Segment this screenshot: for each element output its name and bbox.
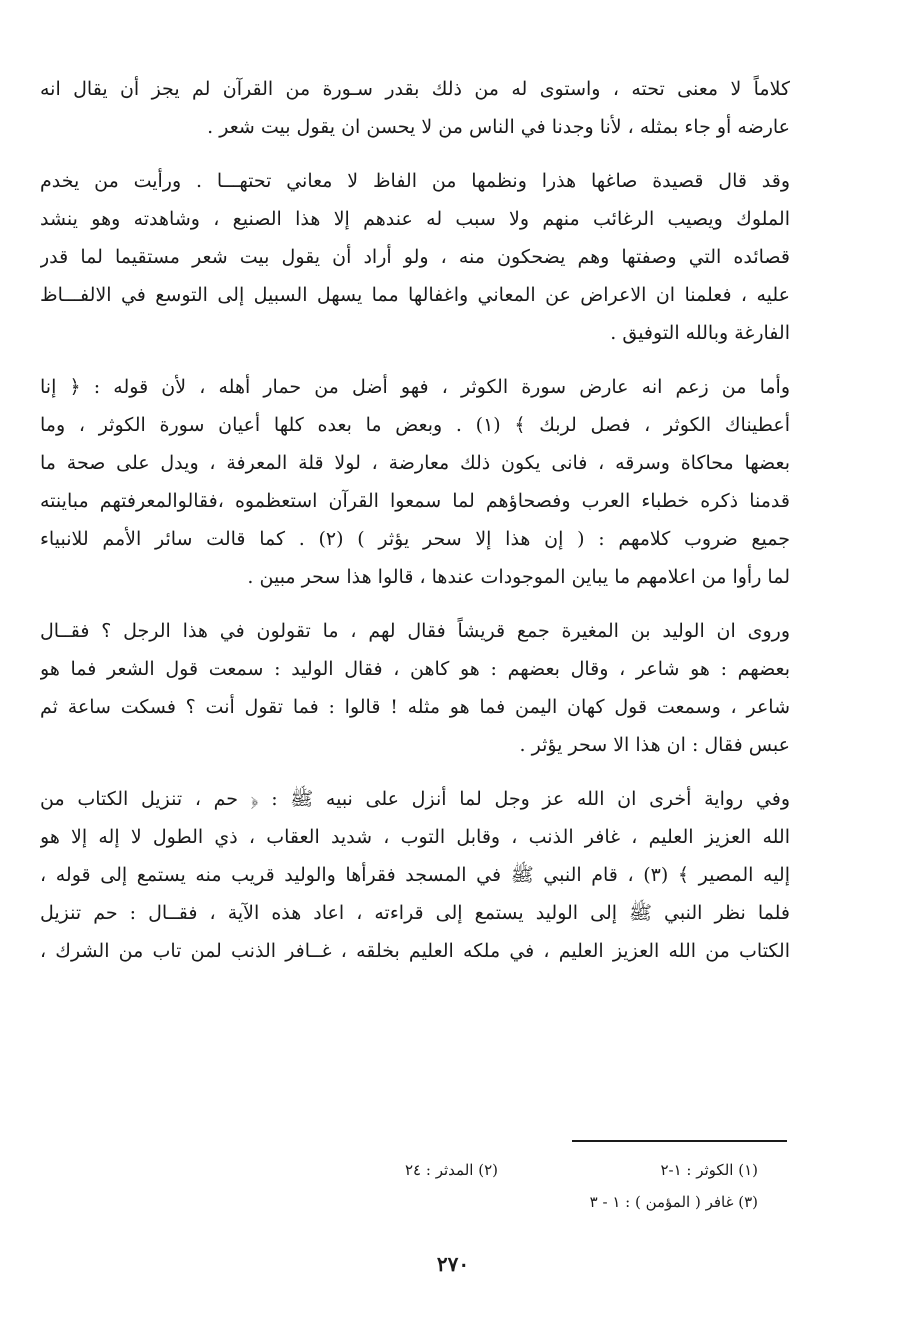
text-line: الملوك ويصيب الرغائب منهم ولا سبب له عندهم إلا هذا الصنيع ، وشاهدته وهو ينشد xyxy=(40,208,790,230)
text-line: وقد قال قصيدة صاغها هذرا ونظمها من الفاظ لا معاني تحتهـــا . ورأيت من يخدم xyxy=(40,170,790,192)
text-line: وأما من زعم انه عارض سورة الكوثر ، فهو أضل من حمار أهله ، لأن قوله : ﴿ إنا xyxy=(40,376,790,398)
footnote: (١) الكوثر : ١-٢ xyxy=(660,1161,758,1179)
text-line: فلما نظر النبي ﷺ إلى الوليد يستمع إلى قراءته ، اعاد هذه الآية ، فقــال : حم تنزيل xyxy=(40,902,790,924)
paragraph xyxy=(40,780,790,970)
footnote-divider xyxy=(572,1140,787,1142)
text-line: الكتاب من الله العزيز العليم ، في ملكه العليم بخلقه ، غــافر الذنب لمن تاب من الشرك ، xyxy=(40,940,790,962)
text-line: جميع ضروب كلامهم : ( إن هذا إلا سحر يؤثر ) (٢) . كما قالت سائر الأمم للانبياء xyxy=(40,528,790,550)
footnote: (٢) المدثر : ٢٤ xyxy=(405,1161,498,1179)
text-line: وروى ان الوليد بن المغيرة جمع قريشاً فقال لهم ، ما تقولون في هذا الرجل ؟ فقــال xyxy=(40,620,790,642)
footnote: (٣) غافر ( المؤمن ) : ١ - ٣ xyxy=(589,1193,758,1211)
text-line: أعطيناك الكوثر ، فصل لربك ﴾ (١) . وبعض ما بعده كلها أعيان سورة الكوثر ، وما xyxy=(40,414,790,436)
text-line: الله العزيز العليم ، غافر الذنب ، وقابل التوب ، شديد العقاب ، ذي الطول لا إله إلا هو xyxy=(40,826,790,848)
text-line: عليه ، فعلمنا ان الاعراض عن المعاني واغفالها مما يسهل السبيل إلى التوسع في الالفـــاظ xyxy=(40,284,790,306)
paragraph xyxy=(40,368,790,596)
text-line: بعضهم : هو شاعر ، وقال بعضهم : هو كاهن ، فقال الوليد : سمعت قول الشعر فما هو xyxy=(40,658,790,680)
page-number: ٢٧٠ xyxy=(436,1252,470,1276)
text-line: الفارغة وبالله التوفيق . xyxy=(610,322,790,344)
text-line: شاعر ، وسمعت قول كهان اليمن فما هو مثله ! قالوا : فما تقول أنت ؟ فسكت ساعة ثم xyxy=(40,696,790,718)
text-line: لما رأوا من اعلامهم ما يباين الموجودات عندها ، قالوا هذا سحر مبين . xyxy=(247,566,790,588)
text-line: بعضها محاكاة وسرقه ، فانى يكون ذلك معارضة ، لولا قلة المعرفة ، ويدل على صحة ما xyxy=(40,452,790,474)
page-body xyxy=(40,70,790,986)
text-line: إليه المصير ﴾ (٣) ، قام النبي ﷺ في المسجد فقرأها والوليد قريب منه يستمع إلى قوله ، xyxy=(40,864,790,886)
paragraph xyxy=(40,162,790,352)
text-line: عارضه أو جاء بمثله ، لأنا وجدنا في الناس من لا يحسن ان يقول بيت شعر . xyxy=(207,116,790,138)
text-line: وفي رواية أخرى ان الله عز وجل لما أنزل على نبيه ﷺ : ﴿ حم ، تنزيل الكتاب من xyxy=(40,788,790,810)
text-line: قصائده التي وصفتها وهم يضحكون منه ، ولو أراد أن يقول بيت شعر مستقيما لما قدر xyxy=(40,246,790,268)
paragraph xyxy=(40,70,790,146)
text-line: عبس فقال : ان هذا الا سحر يؤثر . xyxy=(519,734,790,756)
text-line: قدمنا ذكره خطباء العرب وفصحاؤهم لما سمعوا القرآن استعظموه ،فقالوالمعرفتهم مباينته xyxy=(40,490,790,512)
text-line: كلاماً لا معنى تحته ، واستوى له من ذلك بقدر سـورة من القرآن لم يجز أن يقال انه xyxy=(40,78,790,100)
paragraph xyxy=(40,612,790,764)
